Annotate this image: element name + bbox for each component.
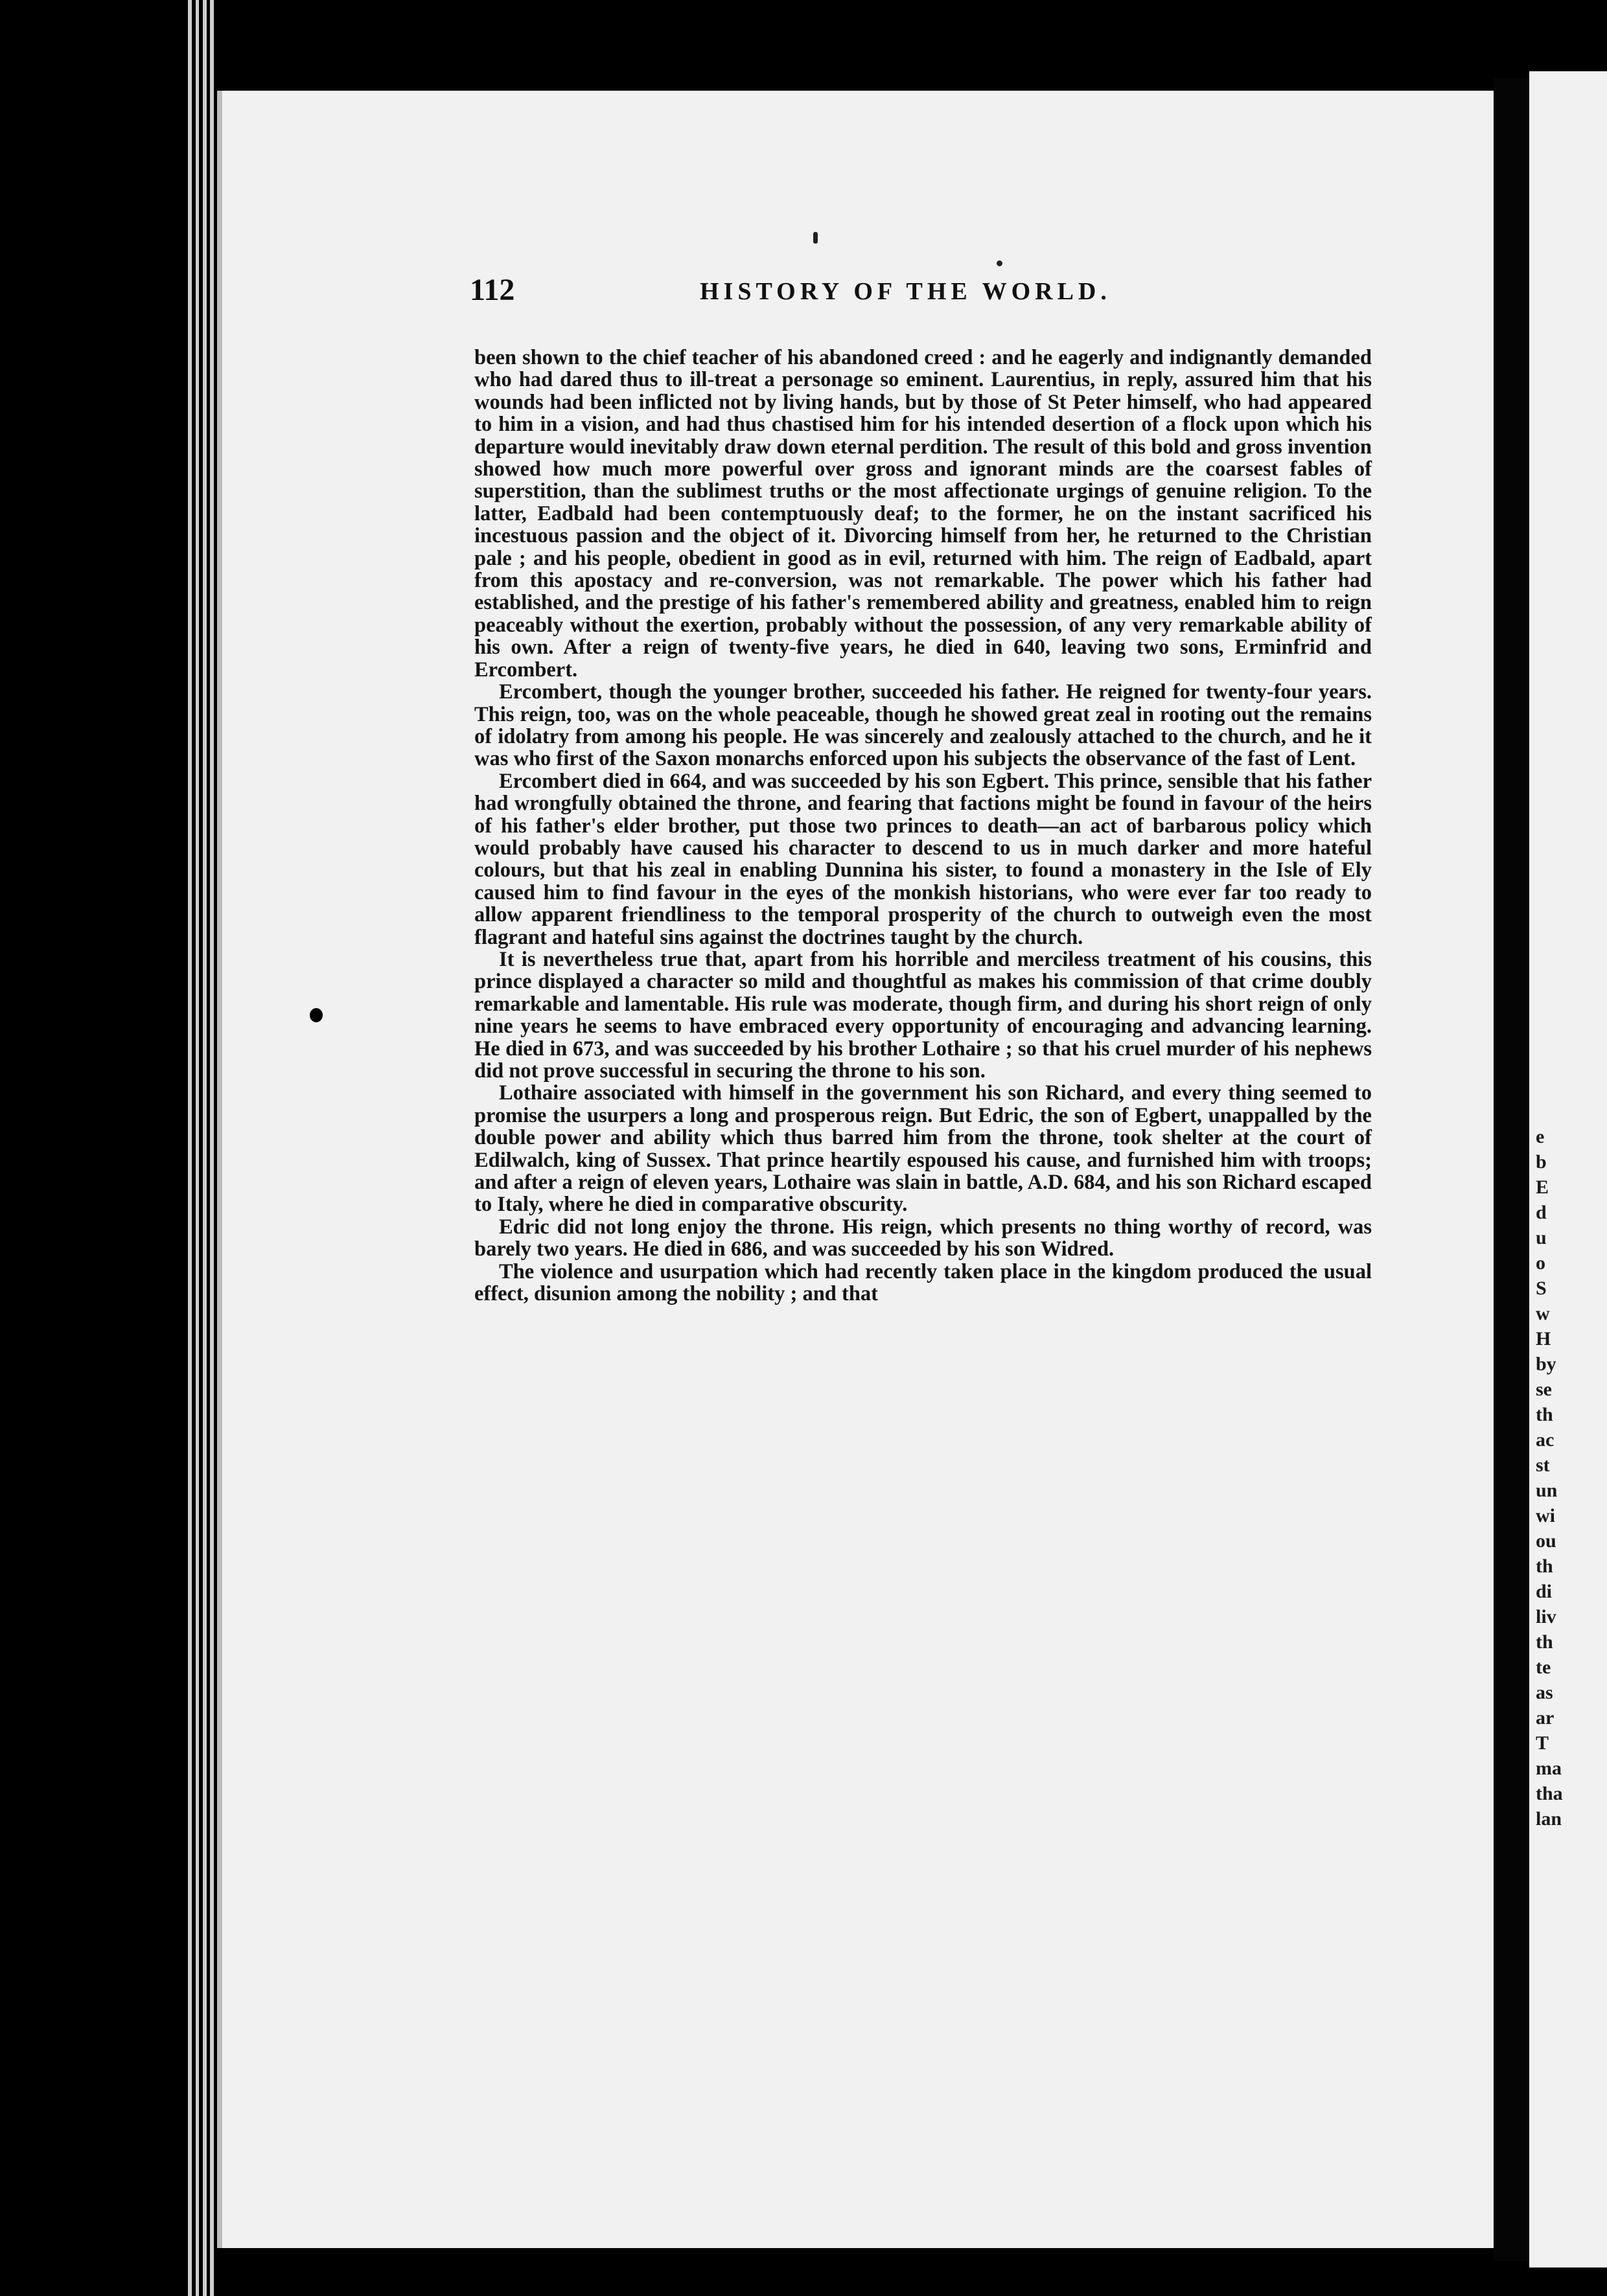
adjacent-line: as — [1536, 1682, 1553, 1703]
adjacent-line: ma — [1536, 1758, 1562, 1779]
adjacent-line: ac — [1536, 1429, 1555, 1451]
adjacent-line: o — [1536, 1252, 1545, 1274]
adjacent-line: H — [1536, 1328, 1551, 1349]
page-gutter — [1494, 78, 1529, 2261]
paragraph: Ercombert, though the younger brother, succeeded his father. He reigned for twenty-four years. This reign, too, was on the whole peaceable, though he showed great zeal in rooting out the remains of idolatry from among his people. He was sincerely and zealously attached to the church, and he it was who first of the Saxon monarchs enforced upon his subjects the observance of the fast of Lent. — [474, 680, 1372, 771]
paragraph: been shown to the chief teacher of his abandoned creed : and he eagerly and indignantly demanded who had dared thus to ill-treat a personage so eminent. Laurentius, in reply, assured him that his wounds had been inflicted not by living hands, but by those of St Peter himself, who had appeared to him in a vision, and had thus chastised him for his intended desertion of a flock upon which his departure would inevitably draw down eternal perdition. The result of this bold and gross invention showed how much more powerful over gross and ignorant minds are the coarsest fables of superstition, than the sublimest truths or the most affectionate urgings of genuine religion. To the latter, Eadbald had been contemptuously deaf; to the former, he on the instant sacrificed his incestuous passion and the object of it. Divorcing himself from her, he returned to the Christian pale ; and his people, obedient in good as in evil, returned with him. The reign of Eadbald, apart from this apostacy and re-conversion, was not remarkable. The power which his father had established, and the prestige of his father's remembered ability and greatness, enabled him to reign peaceably without the exertion, probably without the possession, of any very remarkable ability of his own. After a reign of twenty-five years, he died in 640, leaving two sons, Erminfrid and Ercombert. — [474, 346, 1372, 682]
margin-ink-dot — [310, 1008, 323, 1022]
page-edge — [210, 0, 214, 2296]
adjacent-line: u — [1536, 1227, 1547, 1248]
adjacent-line: lan — [1536, 1808, 1562, 1830]
adjacent-line: d — [1536, 1202, 1547, 1223]
page-header — [470, 272, 1377, 311]
paragraph: Ercombert died in 664, and was succeeded by his son Egbert. This prince, sensible that his father had wrongfully obtained the throne, and fearing that factions might be found in favour of the heirs of his father's elder brother, put those two princes to death—an act of barbarous policy which would probably have caused his character to descend to us in much darker and more hateful colours, but that his zeal in enabling Dunnina his sister, to found a monastery in the Isle of Ely caused him to find favour in the eyes of the monkish historians, who were ever far too ready to allow apparent friendliness to the temporal prosperity of the church to outweigh even the most flagrant and hateful sins against the doctrines taught by the church. — [474, 769, 1372, 949]
paragraph: The violence and usurpation which had recently taken place in the kingdom produced the usual effect, disunion among the nobility ; and that — [474, 1259, 1372, 1306]
adjacent-line: E — [1536, 1177, 1549, 1198]
adjacent-line: un — [1536, 1480, 1558, 1501]
page-edge — [196, 0, 199, 2296]
adjacent-line: ar — [1536, 1707, 1555, 1728]
adjacent-line: w — [1536, 1303, 1550, 1324]
adjacent-line: th — [1536, 1631, 1553, 1653]
adjacent-line: liv — [1536, 1606, 1556, 1627]
adjacent-line: tha — [1536, 1783, 1563, 1804]
adjacent-line: wi — [1536, 1505, 1555, 1526]
adjacent-line: di — [1536, 1581, 1553, 1602]
scan-speck — [813, 232, 818, 244]
adjacent-page-text — [1529, 1124, 1563, 1831]
page-edge — [188, 0, 192, 2296]
adjacent-line: ou — [1536, 1530, 1556, 1552]
page-number: 112 — [470, 273, 515, 307]
adjacent-line: th — [1536, 1404, 1553, 1425]
scan-speck — [997, 260, 1002, 266]
adjacent-line: e — [1536, 1126, 1545, 1147]
page-edge — [203, 0, 207, 2296]
adjacent-line: st — [1536, 1454, 1550, 1476]
adjacent-line: S — [1536, 1278, 1547, 1299]
adjacent-line: se — [1536, 1379, 1552, 1400]
adjacent-line: th — [1536, 1556, 1553, 1577]
adjacent-line: by — [1536, 1353, 1556, 1375]
running-title: HISTORY OF THE WORLD. — [700, 278, 1111, 305]
body-text — [474, 347, 1372, 1305]
paragraph: Edric did not long enjoy the throne. His reign, which presents no thing worthy of record, was barely two years. He died in 686, and was succeeded by his son Widred. — [474, 1215, 1372, 1261]
paragraph: Lothaire associated with himself in the government his son Richard, and every thing seemed to promise the usurpers a long and prosperous reign. But Edric, the son of Egbert, unappalled by the double power and ability which thus barred him from the throne, took shelter at the court of Edilwalch, king of Sussex. That prince heartily espoused his cause, and furnished him with troops; and after a reign of eleven years, Lothaire was slain in battle, A.D. 684, and his son Richard escaped to Italy, where he died in comparative obscurity. — [474, 1081, 1372, 1217]
adjacent-line: te — [1536, 1657, 1551, 1678]
adjacent-page-fragment — [1529, 71, 1607, 2267]
adjacent-line: T — [1536, 1732, 1549, 1754]
adjacent-line: b — [1536, 1151, 1547, 1173]
paragraph: It is nevertheless true that, apart from his horrible and merciless treatment of his cousins, this prince displayed a character so mild and thoughtful as makes his commission of that crime doubly remarkable and lamentable. His rule was moderate, though firm, and during his short reign of only nine years he seems to have embraced every opportunity of encouraging and advancing learning. He died in 673, and was succeeded by his brother Lothaire ; so that his cruel murder of his nephews did not prove successful in securing the throne to his son. — [474, 947, 1372, 1083]
